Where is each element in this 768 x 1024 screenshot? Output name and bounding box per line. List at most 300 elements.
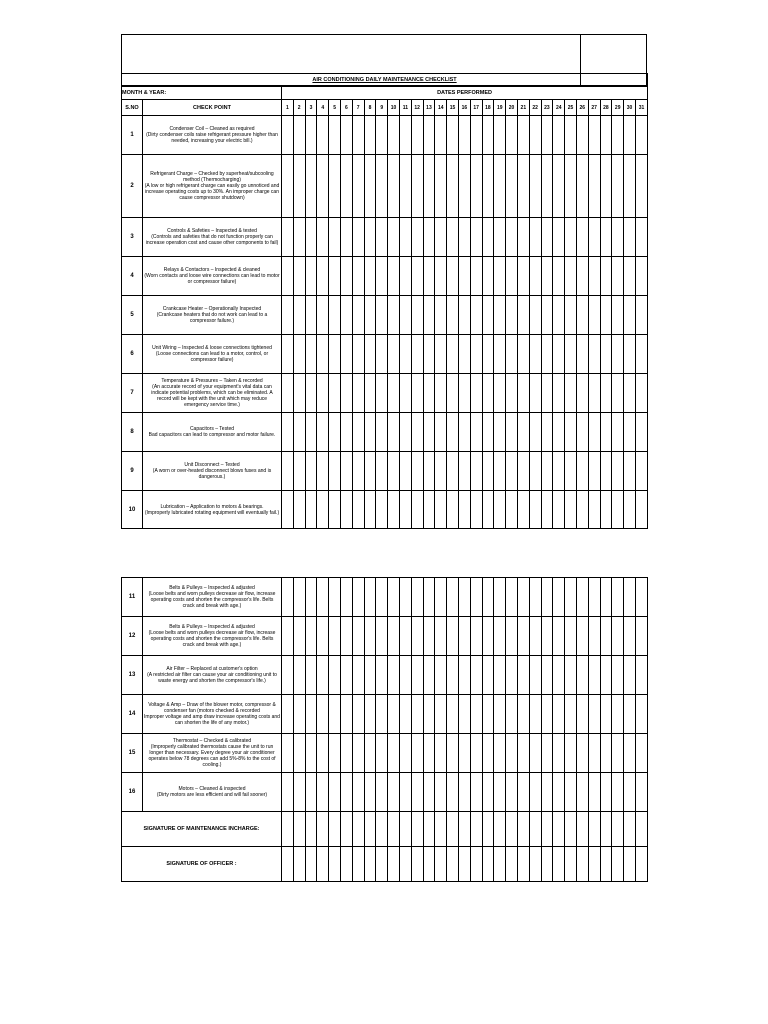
day-check-cell[interactable] xyxy=(352,155,364,218)
day-check-cell[interactable] xyxy=(317,374,329,413)
day-check-cell[interactable] xyxy=(293,491,305,529)
day-check-cell[interactable] xyxy=(411,734,423,773)
day-check-cell[interactable] xyxy=(541,257,553,296)
day-check-cell[interactable] xyxy=(364,335,376,374)
day-check-cell[interactable] xyxy=(541,413,553,452)
day-check-cell[interactable] xyxy=(447,257,459,296)
signature-cell[interactable] xyxy=(494,847,506,882)
day-check-cell[interactable] xyxy=(612,296,624,335)
day-check-cell[interactable] xyxy=(458,773,470,812)
day-check-cell[interactable] xyxy=(494,452,506,491)
day-check-cell[interactable] xyxy=(411,296,423,335)
day-check-cell[interactable] xyxy=(470,452,482,491)
day-check-cell[interactable] xyxy=(293,656,305,695)
day-check-cell[interactable] xyxy=(388,335,400,374)
day-check-cell[interactable] xyxy=(576,578,588,617)
signature-cell[interactable] xyxy=(305,847,317,882)
day-check-cell[interactable] xyxy=(435,578,447,617)
signature-cell[interactable] xyxy=(340,847,352,882)
day-check-cell[interactable] xyxy=(352,257,364,296)
day-check-cell[interactable] xyxy=(600,374,612,413)
day-check-cell[interactable] xyxy=(529,773,541,812)
day-check-cell[interactable] xyxy=(423,773,435,812)
day-check-cell[interactable] xyxy=(470,374,482,413)
day-check-cell[interactable] xyxy=(423,374,435,413)
day-check-cell[interactable] xyxy=(305,155,317,218)
day-check-cell[interactable] xyxy=(447,218,459,257)
day-check-cell[interactable] xyxy=(541,374,553,413)
day-check-cell[interactable] xyxy=(494,491,506,529)
day-check-cell[interactable] xyxy=(458,656,470,695)
day-check-cell[interactable] xyxy=(399,452,411,491)
signature-cell[interactable] xyxy=(399,812,411,847)
day-check-cell[interactable] xyxy=(517,116,529,155)
day-check-cell[interactable] xyxy=(517,452,529,491)
day-check-cell[interactable] xyxy=(399,155,411,218)
day-check-cell[interactable] xyxy=(282,116,294,155)
day-check-cell[interactable] xyxy=(293,374,305,413)
day-check-cell[interactable] xyxy=(482,734,494,773)
day-check-cell[interactable] xyxy=(423,116,435,155)
day-check-cell[interactable] xyxy=(388,155,400,218)
day-check-cell[interactable] xyxy=(435,695,447,734)
day-check-cell[interactable] xyxy=(470,617,482,656)
day-check-cell[interactable] xyxy=(506,116,518,155)
day-check-cell[interactable] xyxy=(470,413,482,452)
signature-cell[interactable] xyxy=(529,847,541,882)
day-check-cell[interactable] xyxy=(305,578,317,617)
day-check-cell[interactable] xyxy=(423,335,435,374)
day-check-cell[interactable] xyxy=(470,116,482,155)
day-check-cell[interactable] xyxy=(600,335,612,374)
signature-cell[interactable] xyxy=(565,812,577,847)
day-check-cell[interactable] xyxy=(553,413,565,452)
day-check-cell[interactable] xyxy=(494,155,506,218)
signature-cell[interactable] xyxy=(423,812,435,847)
day-check-cell[interactable] xyxy=(340,656,352,695)
day-check-cell[interactable] xyxy=(588,116,600,155)
signature-cell[interactable] xyxy=(458,812,470,847)
day-check-cell[interactable] xyxy=(600,491,612,529)
day-check-cell[interactable] xyxy=(635,155,647,218)
day-check-cell[interactable] xyxy=(576,617,588,656)
day-check-cell[interactable] xyxy=(305,656,317,695)
day-check-cell[interactable] xyxy=(576,335,588,374)
day-check-cell[interactable] xyxy=(517,578,529,617)
day-check-cell[interactable] xyxy=(517,734,529,773)
day-check-cell[interactable] xyxy=(565,656,577,695)
day-check-cell[interactable] xyxy=(624,257,636,296)
day-check-cell[interactable] xyxy=(399,413,411,452)
day-check-cell[interactable] xyxy=(553,116,565,155)
day-check-cell[interactable] xyxy=(376,155,388,218)
day-check-cell[interactable] xyxy=(576,257,588,296)
signature-cell[interactable] xyxy=(376,812,388,847)
day-check-cell[interactable] xyxy=(635,656,647,695)
day-check-cell[interactable] xyxy=(529,656,541,695)
day-check-cell[interactable] xyxy=(435,296,447,335)
day-check-cell[interactable] xyxy=(399,734,411,773)
day-check-cell[interactable] xyxy=(517,773,529,812)
day-check-cell[interactable] xyxy=(317,452,329,491)
day-check-cell[interactable] xyxy=(624,218,636,257)
day-check-cell[interactable] xyxy=(458,617,470,656)
day-check-cell[interactable] xyxy=(553,695,565,734)
signature-cell[interactable] xyxy=(340,812,352,847)
day-check-cell[interactable] xyxy=(435,374,447,413)
day-check-cell[interactable] xyxy=(541,155,553,218)
day-check-cell[interactable] xyxy=(517,374,529,413)
day-check-cell[interactable] xyxy=(293,452,305,491)
signature-cell[interactable] xyxy=(364,847,376,882)
signature-cell[interactable] xyxy=(576,847,588,882)
signature-cell[interactable] xyxy=(435,812,447,847)
day-check-cell[interactable] xyxy=(576,155,588,218)
day-check-cell[interactable] xyxy=(482,491,494,529)
signature-cell[interactable] xyxy=(529,812,541,847)
day-check-cell[interactable] xyxy=(529,218,541,257)
day-check-cell[interactable] xyxy=(399,335,411,374)
signature-cell[interactable] xyxy=(482,847,494,882)
day-check-cell[interactable] xyxy=(553,578,565,617)
signature-cell[interactable] xyxy=(588,812,600,847)
day-check-cell[interactable] xyxy=(282,257,294,296)
day-check-cell[interactable] xyxy=(305,374,317,413)
day-check-cell[interactable] xyxy=(340,617,352,656)
day-check-cell[interactable] xyxy=(494,218,506,257)
day-check-cell[interactable] xyxy=(435,491,447,529)
day-check-cell[interactable] xyxy=(447,656,459,695)
day-check-cell[interactable] xyxy=(458,257,470,296)
day-check-cell[interactable] xyxy=(411,155,423,218)
day-check-cell[interactable] xyxy=(565,257,577,296)
day-check-cell[interactable] xyxy=(340,218,352,257)
day-check-cell[interactable] xyxy=(529,491,541,529)
day-check-cell[interactable] xyxy=(470,773,482,812)
day-check-cell[interactable] xyxy=(317,491,329,529)
day-check-cell[interactable] xyxy=(305,296,317,335)
day-check-cell[interactable] xyxy=(282,617,294,656)
signature-cell[interactable] xyxy=(517,812,529,847)
day-check-cell[interactable] xyxy=(364,155,376,218)
day-check-cell[interactable] xyxy=(506,155,518,218)
day-check-cell[interactable] xyxy=(399,257,411,296)
day-check-cell[interactable] xyxy=(494,257,506,296)
day-check-cell[interactable] xyxy=(364,413,376,452)
day-check-cell[interactable] xyxy=(411,218,423,257)
day-check-cell[interactable] xyxy=(482,413,494,452)
day-check-cell[interactable] xyxy=(364,374,376,413)
day-check-cell[interactable] xyxy=(282,374,294,413)
day-check-cell[interactable] xyxy=(293,773,305,812)
signature-cell[interactable] xyxy=(282,812,294,847)
day-check-cell[interactable] xyxy=(494,695,506,734)
day-check-cell[interactable] xyxy=(352,695,364,734)
day-check-cell[interactable] xyxy=(376,773,388,812)
day-check-cell[interactable] xyxy=(293,734,305,773)
day-check-cell[interactable] xyxy=(458,335,470,374)
day-check-cell[interactable] xyxy=(612,413,624,452)
day-check-cell[interactable] xyxy=(576,773,588,812)
day-check-cell[interactable] xyxy=(482,116,494,155)
day-check-cell[interactable] xyxy=(588,656,600,695)
signature-cell[interactable] xyxy=(364,812,376,847)
signature-cell[interactable] xyxy=(600,847,612,882)
day-check-cell[interactable] xyxy=(458,413,470,452)
day-check-cell[interactable] xyxy=(411,491,423,529)
day-check-cell[interactable] xyxy=(470,218,482,257)
day-check-cell[interactable] xyxy=(529,335,541,374)
signature-cell[interactable] xyxy=(352,812,364,847)
day-check-cell[interactable] xyxy=(447,695,459,734)
day-check-cell[interactable] xyxy=(340,578,352,617)
day-check-cell[interactable] xyxy=(352,374,364,413)
day-check-cell[interactable] xyxy=(635,218,647,257)
day-check-cell[interactable] xyxy=(329,617,341,656)
day-check-cell[interactable] xyxy=(458,296,470,335)
day-check-cell[interactable] xyxy=(458,491,470,529)
signature-cell[interactable] xyxy=(635,812,647,847)
day-check-cell[interactable] xyxy=(411,335,423,374)
signature-cell[interactable] xyxy=(317,847,329,882)
day-check-cell[interactable] xyxy=(305,218,317,257)
day-check-cell[interactable] xyxy=(517,656,529,695)
day-check-cell[interactable] xyxy=(612,656,624,695)
day-check-cell[interactable] xyxy=(576,452,588,491)
day-check-cell[interactable] xyxy=(624,374,636,413)
day-check-cell[interactable] xyxy=(352,452,364,491)
day-check-cell[interactable] xyxy=(364,773,376,812)
day-check-cell[interactable] xyxy=(506,578,518,617)
day-check-cell[interactable] xyxy=(293,296,305,335)
day-check-cell[interactable] xyxy=(529,257,541,296)
day-check-cell[interactable] xyxy=(411,695,423,734)
day-check-cell[interactable] xyxy=(399,695,411,734)
day-check-cell[interactable] xyxy=(282,218,294,257)
signature-cell[interactable] xyxy=(376,847,388,882)
day-check-cell[interactable] xyxy=(482,617,494,656)
day-check-cell[interactable] xyxy=(576,695,588,734)
day-check-cell[interactable] xyxy=(352,578,364,617)
day-check-cell[interactable] xyxy=(458,734,470,773)
day-check-cell[interactable] xyxy=(352,656,364,695)
day-check-cell[interactable] xyxy=(482,452,494,491)
day-check-cell[interactable] xyxy=(553,155,565,218)
day-check-cell[interactable] xyxy=(388,578,400,617)
day-check-cell[interactable] xyxy=(399,296,411,335)
signature-cell[interactable] xyxy=(635,847,647,882)
day-check-cell[interactable] xyxy=(506,257,518,296)
day-check-cell[interactable] xyxy=(435,335,447,374)
signature-cell[interactable] xyxy=(517,847,529,882)
day-check-cell[interactable] xyxy=(329,296,341,335)
day-check-cell[interactable] xyxy=(506,374,518,413)
day-check-cell[interactable] xyxy=(565,695,577,734)
signature-cell[interactable] xyxy=(447,812,459,847)
day-check-cell[interactable] xyxy=(624,155,636,218)
day-check-cell[interactable] xyxy=(340,452,352,491)
day-check-cell[interactable] xyxy=(635,257,647,296)
day-check-cell[interactable] xyxy=(388,218,400,257)
day-check-cell[interactable] xyxy=(399,773,411,812)
signature-cell[interactable] xyxy=(553,847,565,882)
day-check-cell[interactable] xyxy=(388,695,400,734)
day-check-cell[interactable] xyxy=(399,578,411,617)
day-check-cell[interactable] xyxy=(329,413,341,452)
day-check-cell[interactable] xyxy=(423,155,435,218)
day-check-cell[interactable] xyxy=(517,296,529,335)
day-check-cell[interactable] xyxy=(576,296,588,335)
signature-cell[interactable] xyxy=(317,812,329,847)
day-check-cell[interactable] xyxy=(576,374,588,413)
day-check-cell[interactable] xyxy=(635,578,647,617)
day-check-cell[interactable] xyxy=(565,491,577,529)
signature-cell[interactable] xyxy=(600,812,612,847)
day-check-cell[interactable] xyxy=(565,773,577,812)
day-check-cell[interactable] xyxy=(541,617,553,656)
signature-cell[interactable] xyxy=(293,847,305,882)
day-check-cell[interactable] xyxy=(293,617,305,656)
day-check-cell[interactable] xyxy=(494,374,506,413)
day-check-cell[interactable] xyxy=(565,116,577,155)
day-check-cell[interactable] xyxy=(364,257,376,296)
day-check-cell[interactable] xyxy=(364,695,376,734)
day-check-cell[interactable] xyxy=(317,773,329,812)
day-check-cell[interactable] xyxy=(282,296,294,335)
signature-cell[interactable] xyxy=(588,847,600,882)
day-check-cell[interactable] xyxy=(529,116,541,155)
day-check-cell[interactable] xyxy=(352,335,364,374)
day-check-cell[interactable] xyxy=(340,491,352,529)
day-check-cell[interactable] xyxy=(340,296,352,335)
day-check-cell[interactable] xyxy=(329,155,341,218)
day-check-cell[interactable] xyxy=(482,335,494,374)
day-check-cell[interactable] xyxy=(282,773,294,812)
day-check-cell[interactable] xyxy=(423,452,435,491)
day-check-cell[interactable] xyxy=(612,155,624,218)
day-check-cell[interactable] xyxy=(317,656,329,695)
day-check-cell[interactable] xyxy=(435,413,447,452)
day-check-cell[interactable] xyxy=(624,296,636,335)
day-check-cell[interactable] xyxy=(282,656,294,695)
day-check-cell[interactable] xyxy=(482,155,494,218)
day-check-cell[interactable] xyxy=(352,617,364,656)
day-check-cell[interactable] xyxy=(447,734,459,773)
day-check-cell[interactable] xyxy=(506,734,518,773)
day-check-cell[interactable] xyxy=(411,578,423,617)
day-check-cell[interactable] xyxy=(565,218,577,257)
day-check-cell[interactable] xyxy=(305,413,317,452)
day-check-cell[interactable] xyxy=(506,695,518,734)
day-check-cell[interactable] xyxy=(494,116,506,155)
day-check-cell[interactable] xyxy=(588,155,600,218)
day-check-cell[interactable] xyxy=(506,656,518,695)
day-check-cell[interactable] xyxy=(458,116,470,155)
day-check-cell[interactable] xyxy=(588,734,600,773)
day-check-cell[interactable] xyxy=(376,335,388,374)
day-check-cell[interactable] xyxy=(588,218,600,257)
day-check-cell[interactable] xyxy=(541,734,553,773)
day-check-cell[interactable] xyxy=(329,695,341,734)
day-check-cell[interactable] xyxy=(293,578,305,617)
day-check-cell[interactable] xyxy=(388,491,400,529)
day-check-cell[interactable] xyxy=(364,116,376,155)
day-check-cell[interactable] xyxy=(470,578,482,617)
day-check-cell[interactable] xyxy=(340,374,352,413)
day-check-cell[interactable] xyxy=(376,452,388,491)
day-check-cell[interactable] xyxy=(399,491,411,529)
day-check-cell[interactable] xyxy=(423,656,435,695)
day-check-cell[interactable] xyxy=(388,374,400,413)
day-check-cell[interactable] xyxy=(282,734,294,773)
day-check-cell[interactable] xyxy=(282,413,294,452)
day-check-cell[interactable] xyxy=(612,578,624,617)
day-check-cell[interactable] xyxy=(411,257,423,296)
day-check-cell[interactable] xyxy=(447,578,459,617)
day-check-cell[interactable] xyxy=(423,296,435,335)
day-check-cell[interactable] xyxy=(482,374,494,413)
signature-cell[interactable] xyxy=(293,812,305,847)
day-check-cell[interactable] xyxy=(553,218,565,257)
signature-cell[interactable] xyxy=(624,812,636,847)
day-check-cell[interactable] xyxy=(612,374,624,413)
day-check-cell[interactable] xyxy=(553,296,565,335)
day-check-cell[interactable] xyxy=(411,773,423,812)
day-check-cell[interactable] xyxy=(600,116,612,155)
day-check-cell[interactable] xyxy=(458,452,470,491)
day-check-cell[interactable] xyxy=(447,617,459,656)
day-check-cell[interactable] xyxy=(447,335,459,374)
day-check-cell[interactable] xyxy=(388,656,400,695)
day-check-cell[interactable] xyxy=(317,296,329,335)
day-check-cell[interactable] xyxy=(352,296,364,335)
day-check-cell[interactable] xyxy=(340,695,352,734)
day-check-cell[interactable] xyxy=(600,578,612,617)
day-check-cell[interactable] xyxy=(635,413,647,452)
day-check-cell[interactable] xyxy=(506,452,518,491)
day-check-cell[interactable] xyxy=(364,218,376,257)
day-check-cell[interactable] xyxy=(388,257,400,296)
signature-cell[interactable] xyxy=(399,847,411,882)
day-check-cell[interactable] xyxy=(423,578,435,617)
day-check-cell[interactable] xyxy=(364,452,376,491)
day-check-cell[interactable] xyxy=(506,491,518,529)
day-check-cell[interactable] xyxy=(317,578,329,617)
day-check-cell[interactable] xyxy=(340,413,352,452)
day-check-cell[interactable] xyxy=(305,773,317,812)
day-check-cell[interactable] xyxy=(635,374,647,413)
day-check-cell[interactable] xyxy=(282,578,294,617)
signature-cell[interactable] xyxy=(506,812,518,847)
day-check-cell[interactable] xyxy=(388,296,400,335)
day-check-cell[interactable] xyxy=(458,695,470,734)
day-check-cell[interactable] xyxy=(517,695,529,734)
day-check-cell[interactable] xyxy=(364,578,376,617)
day-check-cell[interactable] xyxy=(364,734,376,773)
day-check-cell[interactable] xyxy=(624,695,636,734)
day-check-cell[interactable] xyxy=(517,491,529,529)
day-check-cell[interactable] xyxy=(529,695,541,734)
day-check-cell[interactable] xyxy=(282,491,294,529)
day-check-cell[interactable] xyxy=(293,335,305,374)
day-check-cell[interactable] xyxy=(329,374,341,413)
day-check-cell[interactable] xyxy=(423,491,435,529)
day-check-cell[interactable] xyxy=(282,335,294,374)
day-check-cell[interactable] xyxy=(329,773,341,812)
day-check-cell[interactable] xyxy=(612,773,624,812)
signature-cell[interactable] xyxy=(388,812,400,847)
day-check-cell[interactable] xyxy=(317,617,329,656)
